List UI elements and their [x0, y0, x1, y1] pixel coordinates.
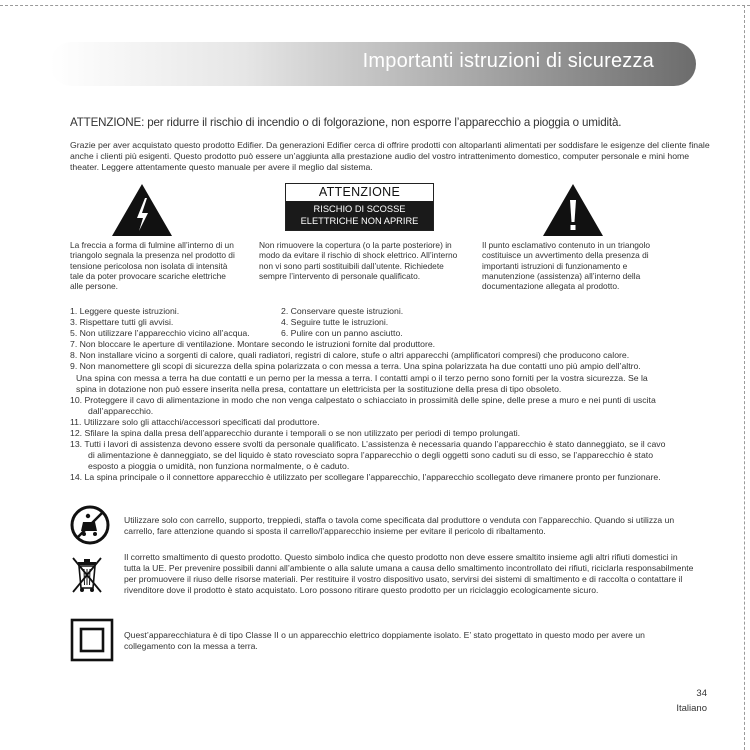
double-square-class-ii-icon	[70, 618, 114, 662]
list-item	[70, 317, 710, 328]
page-language: Italiano	[676, 703, 707, 714]
cart-tipover-icon	[70, 505, 110, 545]
title-banner	[50, 42, 696, 86]
crop-mark-right	[744, 5, 745, 750]
page-number: 34	[696, 688, 707, 699]
instruction-4: 4. Seguire tutte le istruzioni.	[281, 317, 389, 328]
class-ii-notice-text: Quest’apparecchiatura è di tipo Classe II o un apparecchio elettrico doppiamente isolato. E’ stato progettato in questo modo per avere un collegamento con la messa a terra.	[124, 630, 645, 651]
instruction-9-cont-2: spina in dotazione non può essere inserita nella presa, contattare un elettricista per la sostituzione della presa di tipo obsoleto.	[76, 383, 562, 394]
instruction-13-cont-1: di alimentazione è danneggiato, se del liquido è stato rovesciato sopra l’apparecchio o degli oggetti sono caduti su di esso, se l’apparecchio è stato	[88, 450, 654, 461]
caution-box	[285, 183, 434, 231]
caution-line-1: RISCHIO DI SCOSSE	[313, 204, 406, 214]
crop-mark-top	[0, 5, 750, 6]
caution-subtitle	[286, 201, 433, 230]
instruction-2: 2. Conservare queste istruzioni.	[281, 306, 404, 316]
instruction-1: 1. Leggere queste istruzioni.	[70, 306, 180, 316]
instruction-10-cont: dall’apparecchio.	[88, 405, 154, 416]
weee-notice-text: Il corretto smaltimento di questo prodotto. Questo simbolo indica che questo prodotto non deve essere smaltito insieme agli altri rifiuti domestici in tutta la UE. Per prevenire possibili danni all’ambiente o alla salute umana a causa dello smaltimento incontrollato dei rifiuti, riciclarla responsabilmente per promuovere il riuso delle risorse materiali. Per restituire il vostro dispositivo usato, servirsi dei sistemi di smaltimento e di raccolta o contattare il rivenditore dove il prodotto è stato acquistato. Loro possono ritirare questo prodotto per un riciclaggio ecologicamente sicuro.	[124, 552, 694, 595]
caution-line-2: ELETTRICHE NON APRIRE	[300, 216, 419, 226]
instruction-10: 10. Proteggere il cavo di alimentazione in modo che non venga calpestato o schiacciato in prossimità delle spine, delle prese a muro e nei punti di uscita	[70, 394, 656, 405]
list-item	[70, 306, 710, 317]
crossed-bin-icon	[70, 554, 104, 596]
list-item	[70, 328, 710, 339]
instruction-9: 9. Non manomettere gli scopi di sicurezza della spina polarizzata o con messa a terra. Una spina polarizzata ha due contatti uno più ampio dell’altro.	[70, 361, 641, 372]
instruction-11: 11. Utilizzare solo gli attacchi/accessori specificati dal produttore.	[70, 416, 320, 427]
instruction-12: 12. Sfilare la spina dalla presa dell’apparecchio durante i temporali o se non utilizzato per periodi di tempo prolungati.	[70, 428, 521, 439]
exclamation-explanation: Il punto esclamativo contenuto in un triangolo costituisce un avvertimento della presenza di importanti istruzioni di funzionamento e manutenzione (assistenza) all’interno della documentazione allegata al prodotto.	[482, 240, 651, 292]
cart-notice-text: Utilizzare solo con carrello, supporto, treppiedi, staffa o tavola come specificata dal produttore o venduta con l’apparecchio. Quando si utilizza un carrello, fare attenzione quando si sposta il carrello/l’apparecchio insieme per evitare il pericolo di ribaltamento.	[124, 515, 675, 536]
caution-title: ATTENZIONE	[318, 185, 401, 199]
instruction-13-cont-2: esposto a pioggia o umidità, non funziona normalmente, o è caduto.	[88, 461, 350, 472]
page-title: Importanti istruzioni di sicurezza	[362, 50, 654, 72]
lightning-triangle-icon	[110, 182, 174, 238]
instruction-3: 3. Rispettare tutti gli avvisi.	[70, 317, 174, 328]
instruction-14: 14. La spina principale o il connettore apparecchio è utilizzato per scollegare l’apparecchio, l’apparecchio scollegato deve rimanere pronto per funzionare.	[70, 472, 661, 483]
instruction-5: 5. Non utilizzare l’apparecchio vicino all’acqua.	[70, 328, 250, 339]
instruction-9-cont-1: Una spina con messa a terra ha due contatti e un perno per la messa a terra. I contatti ampi o il terzo perno sono forniti per la vostra sicurezza. Se la	[76, 372, 648, 383]
instruction-8: 8. Non installare vicino a sorgenti di calore, quali radiatori, registri di calore, stufe o altri apparecchi (amplificatori compresi) che producono calore.	[70, 350, 630, 361]
weee-notice	[68, 552, 708, 612]
instruction-6: 6. Pulire con un panno asciutto.	[281, 328, 403, 339]
instruction-7: 7. Non bloccare le aperture di ventilazione. Montare secondo le istruzioni fornite dal produttore.	[70, 339, 436, 350]
instruction-list	[70, 306, 710, 484]
exclamation-triangle-icon	[541, 182, 605, 238]
intro-paragraph: Grazie per aver acquistato questo prodotto Edifier. Da generazioni Edifier cerca di offrire prodotti con altoparlanti alimentati per soddisfare le esigenze del cliente finale anche i clienti più esigenti. Questo prodotto può essere un’aggiunta alla prestazione audio del vostro intrattenimento domestico, computer personale e mini home theater. Leggere attentamente questo manuale per avere il meglio dal sistema.	[70, 140, 710, 172]
cover-explanation: Non rimuovere la copertura (o la parte posteriore) in modo da evitare il rischio di shock elettrico. All’interno non vi sono parti sostituibili dall’utente. Richiedete sempre l’intervento di personale qualificato.	[259, 240, 458, 281]
instruction-13: 13. Tutti i lavori di assistenza devono essere svolti da personale qualificato. L’assistenza è necessaria quando l’apparecchio è stato danneggiato, se il cavo	[70, 439, 666, 450]
lightning-explanation: La freccia a forma di fulmine all’interno di un triangolo segnala la presenza nel prodotto di tensione pericolosa non isolata di intensità tale da poter provocare scariche elettriche alle persone.	[70, 240, 235, 292]
cart-notice	[68, 505, 708, 545]
warning-statement: ATTENZIONE: per ridurre il rischio di incendio o di folgorazione, non esporre l’apparecchio a pioggia o umidità.	[70, 116, 622, 129]
class-ii-notice	[68, 618, 708, 668]
